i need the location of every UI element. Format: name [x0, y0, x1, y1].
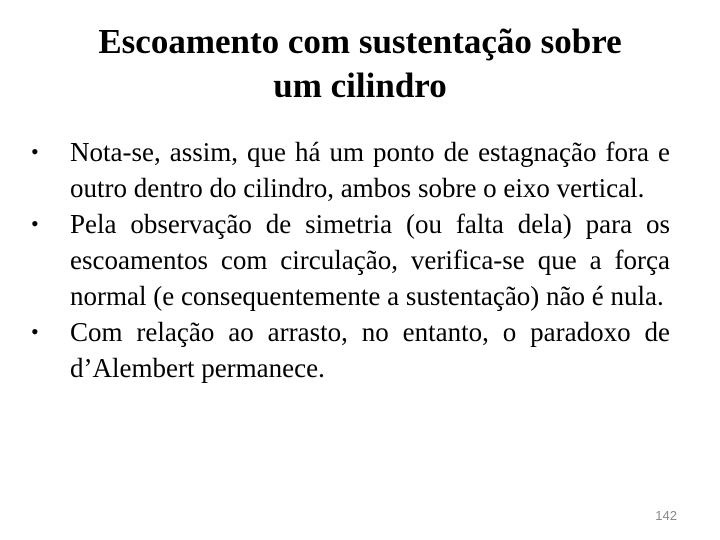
- bullet-item-2: [28, 206, 670, 314]
- bullet-dot-icon: •: [31, 211, 39, 236]
- bullet-text-2: Pela observação de simetria (ou falta dela) para os escoamentos com circulação, verifica-se que a força normal (e consequentemente a sustentação) não é nula.: [70, 209, 670, 311]
- slide-title-line-1: Escoamento com sustentação sobre: [98, 22, 622, 61]
- bullet-item-3: [28, 314, 670, 386]
- bullet-item-1: [28, 134, 670, 206]
- slide-title: [36, 20, 684, 108]
- bullet-dot-icon: •: [31, 319, 39, 344]
- bullet-list: [28, 134, 670, 386]
- slide-title-line-2: um cilindro: [273, 66, 447, 105]
- bullet-text-1: Nota-se, assim, que há um ponto de estagnação fora e outro dentro do cilindro, ambos sobre o eixo vertical.: [70, 137, 670, 203]
- slide-number: 142: [655, 508, 677, 523]
- bullet-dot-icon: •: [31, 139, 39, 164]
- bullet-text-3: Com relação ao arrasto, no entanto, o paradoxo de d’Alembert permanece.: [70, 317, 670, 383]
